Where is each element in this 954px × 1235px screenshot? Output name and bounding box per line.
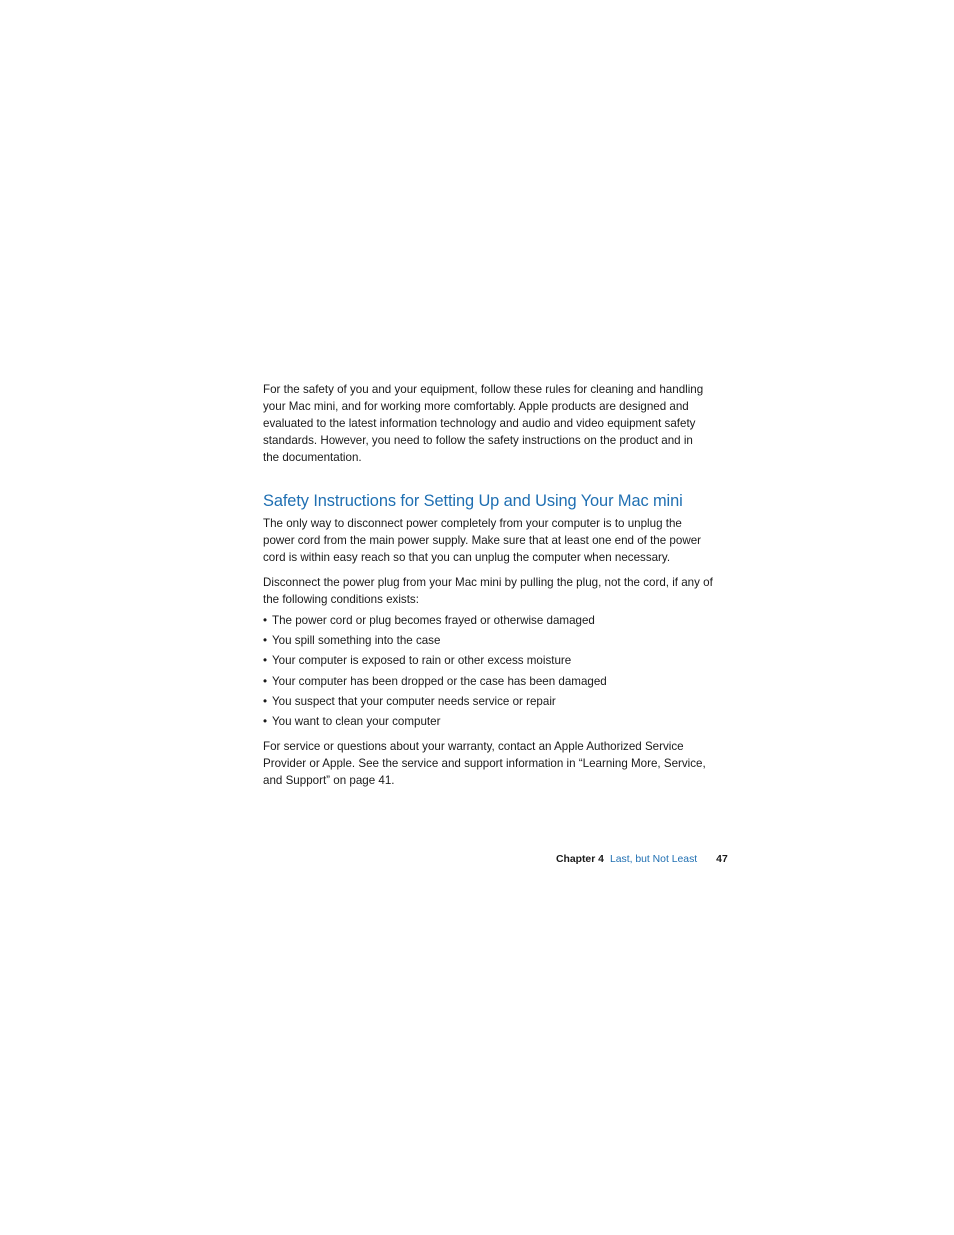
power-disconnect-paragraph: The only way to disconnect power completely from your computer is to unplug the power cord from the main power supply. Make sure that at least one end of the power cord is within easy reach so that you can unplug the computer when necessary. [263,517,702,564]
bullet-icon: • [263,714,268,728]
bullet-icon: • [263,674,268,688]
list-item-text: The power cord or plug becomes frayed or otherwise damaged [272,614,595,627]
bullet-icon: • [263,634,268,648]
list-item-text: You want to clean your computer [272,714,441,728]
intro-paragraph: For the safety of you and your equipment, follow these rules for cleaning and handling your Mac mini, and for working more comfortably. Apple products are designed and evaluated to the latest information technology and audio and video equipment safety standards. However, you need to follow the safety instructions on the product and in the documentation. [263,383,704,464]
chapter-title: Last, but Not Least [609,854,698,865]
list-item [263,713,713,730]
page-number: 47 [716,854,728,865]
page-footer [556,853,728,867]
list-item-text: Your computer has been dropped or the case has been damaged [272,674,607,688]
chapter-label: Chapter 4 [556,854,604,865]
bullet-icon: • [263,694,268,708]
list-item-text: Your computer is exposed to rain or other excess moisture [272,654,572,668]
section-heading: Safety Instructions for Setting Up and Using Your Mac mini [263,492,683,510]
list-item [263,632,713,649]
list-item [263,673,713,690]
bullet-icon: • [263,654,268,668]
conditions-list [263,612,713,730]
list-item-text: You suspect that your computer needs service or repair [272,694,556,708]
page-content [263,381,713,789]
conditions-intro-paragraph: Disconnect the power plug from your Mac mini by pulling the plug, not the cord, if any of the following conditions exists: [263,576,713,606]
list-item [263,693,713,710]
service-paragraph: For service or questions about your warranty, contact an Apple Authorized Service Provider or Apple. See the service and support information in “Learning More, Service, and Support” on page 41. [263,739,706,787]
list-item-text: You spill something into the case [272,634,441,648]
list-item [263,652,713,669]
bullet-icon: • [263,614,268,627]
list-item [263,612,713,629]
